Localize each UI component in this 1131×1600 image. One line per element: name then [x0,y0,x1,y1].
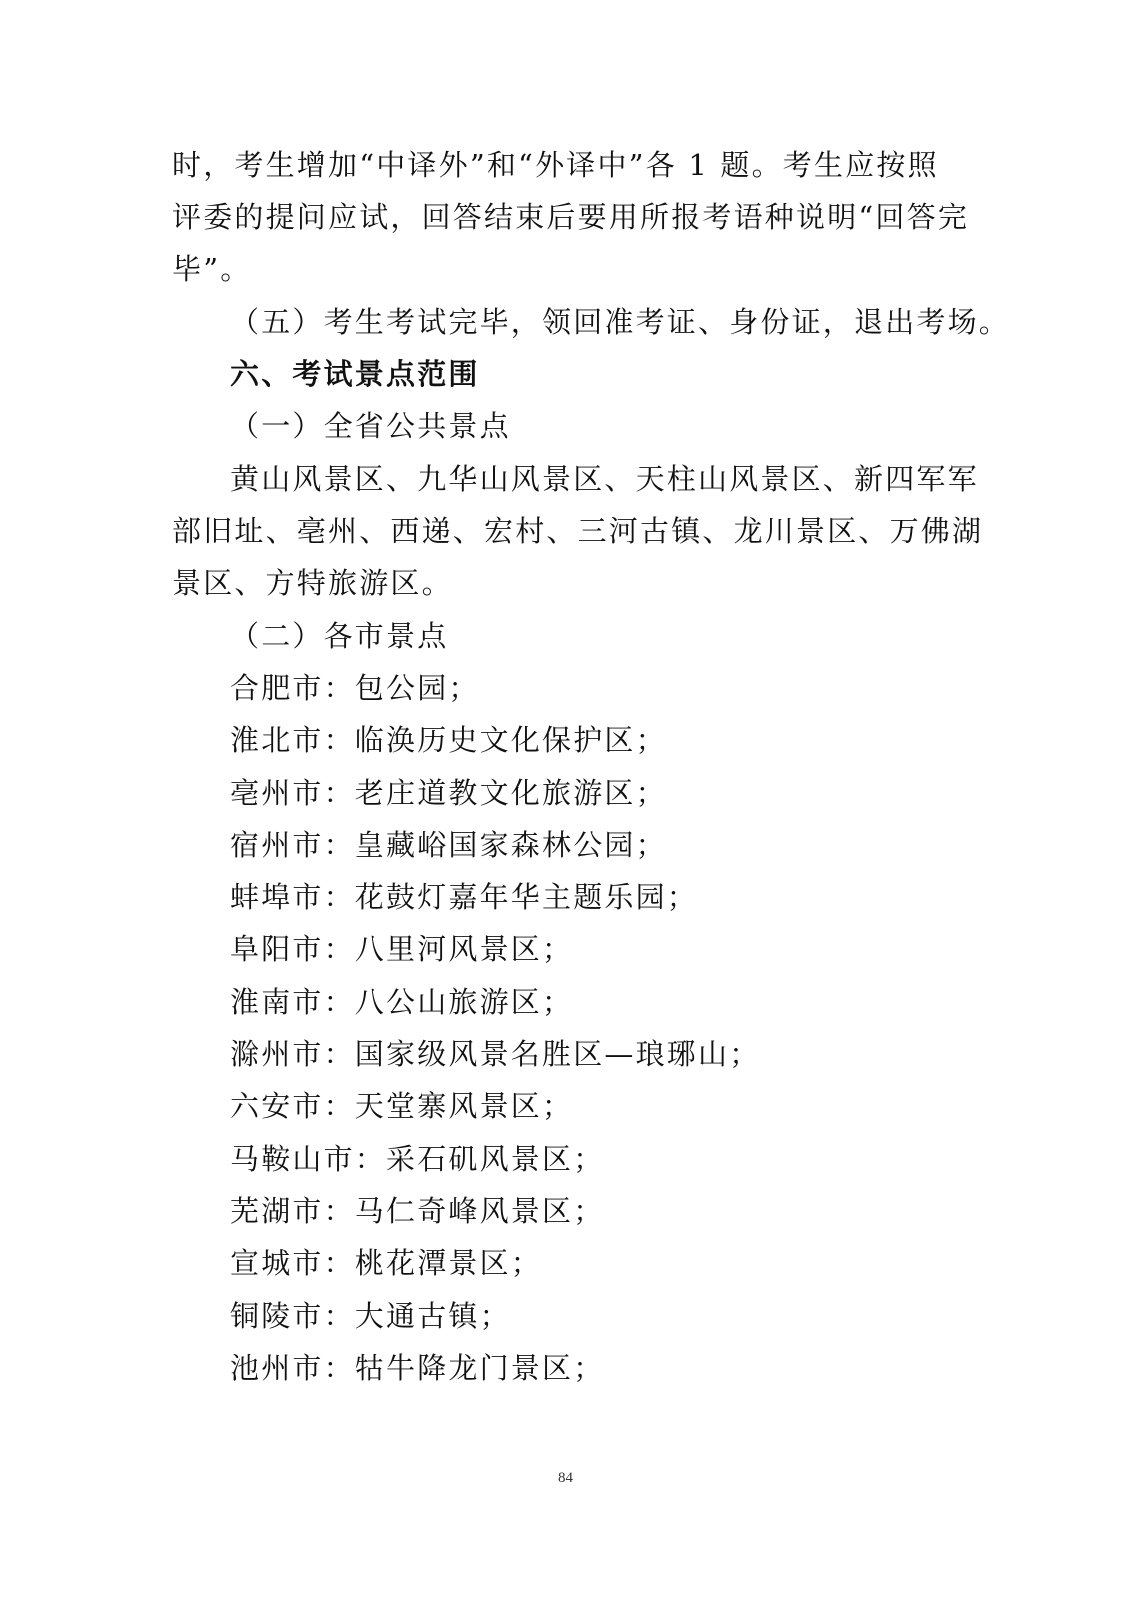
list-item: 芜湖市：马仁奇峰风景区； [230,1194,605,1228]
list-item: 阜阳市：八里河风景区； [230,932,574,966]
paragraph-line: 毕”。 [172,252,252,286]
subsection-heading: （二）各市景点 [230,619,449,653]
paragraph-line: 景区、方特旅游区。 [172,566,453,600]
list-item: 六安市：天堂寨风景区； [230,1089,574,1123]
paragraph-line: 时，考生增加“中译外”和“外译中”各 1 题。考生应按照 [172,148,939,182]
paragraph-line: 部旧址、亳州、西递、宏村、三河古镇、龙川景区、万佛湖 [172,514,984,548]
list-item: 淮北市：临涣历史文化保护区； [230,723,667,757]
list-item: 宣城市：桃花潭景区； [230,1246,543,1280]
list-item: 马鞍山市：采石矶风景区； [230,1142,605,1176]
list-item: 蚌埠市：花鼓灯嘉年华主题乐园； [230,880,699,914]
item-five: （五）考生考试完毕，领回准考证、身份证，退出考场。 [230,305,1011,339]
list-item: 合肥市：包公园； [230,671,480,705]
list-item: 宿州市：皇藏峪国家森林公园； [230,828,667,862]
subsection-heading: （一）全省公共景点 [230,409,511,443]
list-item: 亳州市：老庄道教文化旅游区； [230,776,667,810]
list-item: 池州市：牯牛降龙门景区； [230,1351,605,1385]
page-number: 84 [558,1470,573,1486]
paragraph-line: 评委的提问应试，回答结束后要用所报考语种说明“回答完 [172,200,970,234]
paragraph-line: 黄山风景区、九华山风景区、天柱山风景区、新四军军 [230,462,979,496]
section-heading: 六、考试景点范围 [230,357,480,391]
list-item: 淮南市：八公山旅游区； [230,985,574,1019]
list-item: 铜陵市：大通古镇； [230,1299,511,1333]
list-item: 滁州市：国家级风景名胜区—琅琊山； [230,1037,761,1071]
